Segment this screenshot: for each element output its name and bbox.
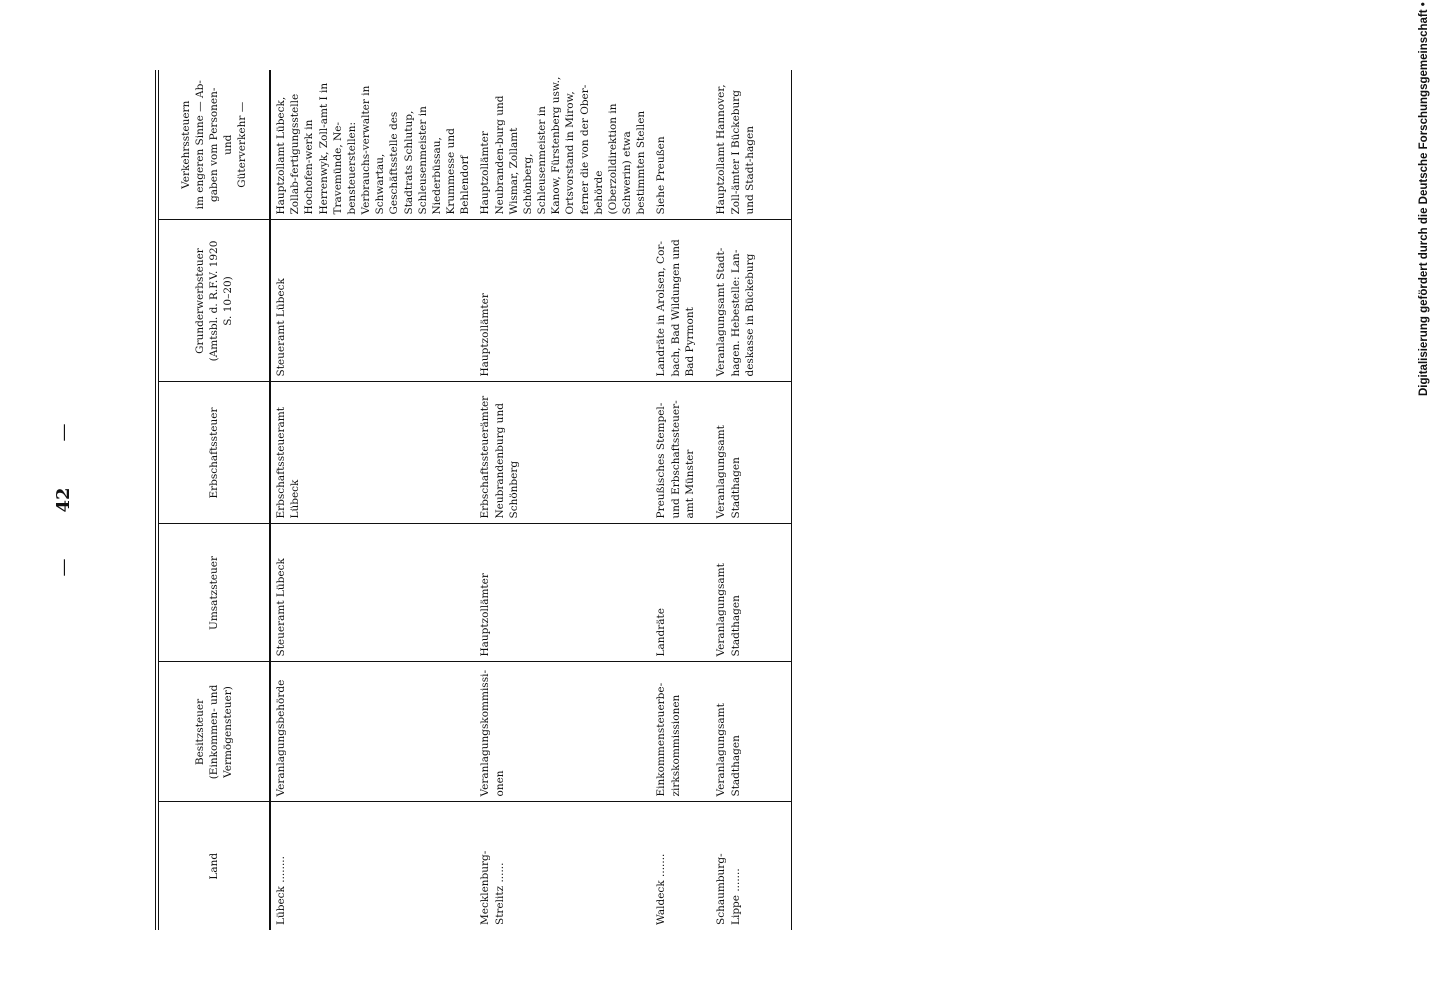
cell-erbschaftssteuer: Preußisches Stempel- und Erbschaftssteuer-amt Münster xyxy=(651,382,711,524)
cell-verkehrssteuern: Siehe Preußen xyxy=(651,70,711,220)
cell-grunderwerbsteuer: Veranlagungsamt Stadt-hagen. Hebestelle: Lan-deskasse in Bückeburg xyxy=(711,220,791,382)
header-grunderwerbsteuer: Grunderwerbsteuer (Amtsbl. d. R.F.V. 1920 S. 10–20) xyxy=(157,220,270,382)
table-header-row xyxy=(157,70,270,930)
cell-umsatzsteuer: Steueramt Lübeck xyxy=(270,524,475,662)
cell-umsatzsteuer: Landräte xyxy=(651,524,711,662)
page-number: 42 xyxy=(52,487,74,513)
cell-besitzsteuer: Veranlagungskommissi-onen xyxy=(475,662,651,802)
table-row-mecklenburg-strelitz xyxy=(475,70,651,930)
table-row-waldeck xyxy=(651,70,711,930)
cell-grunderwerbsteuer: Landräte in Arolsen, Cor-bach, Bad Wildungen und Bad Pyrmont xyxy=(651,220,711,382)
digitization-credit-label: Digitalisierung gefördert durch die Deutsche Forschungsgemeinschaft • xyxy=(1418,2,1430,396)
cell-erbschaftssteuer: Erbschaftssteuerämter Neubrandenburg und Schönberg xyxy=(475,382,651,524)
cell-verkehrssteuern: Hauptzollamt Lübeck, Zollab-fertigungsstelle Hochofen-werk in Herrenwyk, Zoll-amt I in Travemünde, Ne-bensteuerstellen: Verbrauchs-verwalter in Schwartau, Geschäftsstelle des Stadtrats Schlutup, Schleusenmeister in Niederbüssau, Krummesse und Behlendorf xyxy=(270,70,475,220)
header-erbschaftssteuer: Erbschaftssteuer xyxy=(157,382,270,524)
cell-erbschaftssteuer: Veranlagungsamt Stadthagen xyxy=(711,382,791,524)
header-besitzsteuer: Besitzsteuer (Einkommen- und Vermögensteuer) xyxy=(157,662,270,802)
cell-verkehrssteuern: Hauptzollamt Hannover, Zoll-ämter I Bückeburg und Stadt-hagen xyxy=(711,70,791,220)
digitization-credit xyxy=(1414,2,1434,396)
cell-land: Lübeck ........ xyxy=(275,856,287,925)
cell-grunderwerbsteuer: Steueramt Lübeck xyxy=(270,220,475,382)
table-row-schaumburg-lippe xyxy=(711,70,791,930)
tax-authorities-table xyxy=(155,70,792,930)
page-dash-left: — xyxy=(52,558,74,577)
header-umsatzsteuer: Umsatzsteuer xyxy=(157,524,270,662)
cell-umsatzsteuer: Veranlagungsamt Stadthagen xyxy=(711,524,791,662)
header-land: Land xyxy=(157,802,270,930)
header-verkehrssteuern: Verkehrssteuern im engeren Sinne — Ab- gaben vom Personen- und Güterverkehr — xyxy=(157,70,270,220)
cell-umsatzsteuer: Hauptzollämter xyxy=(475,524,651,662)
page-dash-right: — xyxy=(52,423,74,442)
cell-besitzsteuer: Veranlagungsbehörde xyxy=(270,662,475,802)
cell-land: Mecklenburg- Strelitz ...... xyxy=(479,850,506,925)
cell-besitzsteuer: Veranlagungsamt Stadthagen xyxy=(711,662,791,802)
cell-verkehrssteuern: Hauptzollämter Neubranden-burg und Wismar, Zollamt Schönberg, Schleusenmeister in Kanow, Fürstenberg usw., Ortsvorstand in Mirow, ferner die von der Ober-behörde (Oberzolldirektion in Schwerin) etwa bestimmten Stellen xyxy=(475,70,651,220)
cell-land: Waldeck ....... xyxy=(655,853,668,925)
cell-erbschaftssteuer: Erbschaftssteueramt Lübeck xyxy=(270,382,475,524)
table-row-luebeck xyxy=(270,70,475,930)
cell-grunderwerbsteuer: Hauptzollämter xyxy=(475,220,651,382)
cell-besitzsteuer: Einkommensteuerbe-zirkskommissionen xyxy=(651,662,711,802)
cell-land: Schaumburg- Lippe ....... xyxy=(711,802,791,930)
digitization-credit-text xyxy=(1414,2,1434,396)
rotated-table-sheet xyxy=(52,70,756,930)
page-number-row xyxy=(43,70,83,930)
